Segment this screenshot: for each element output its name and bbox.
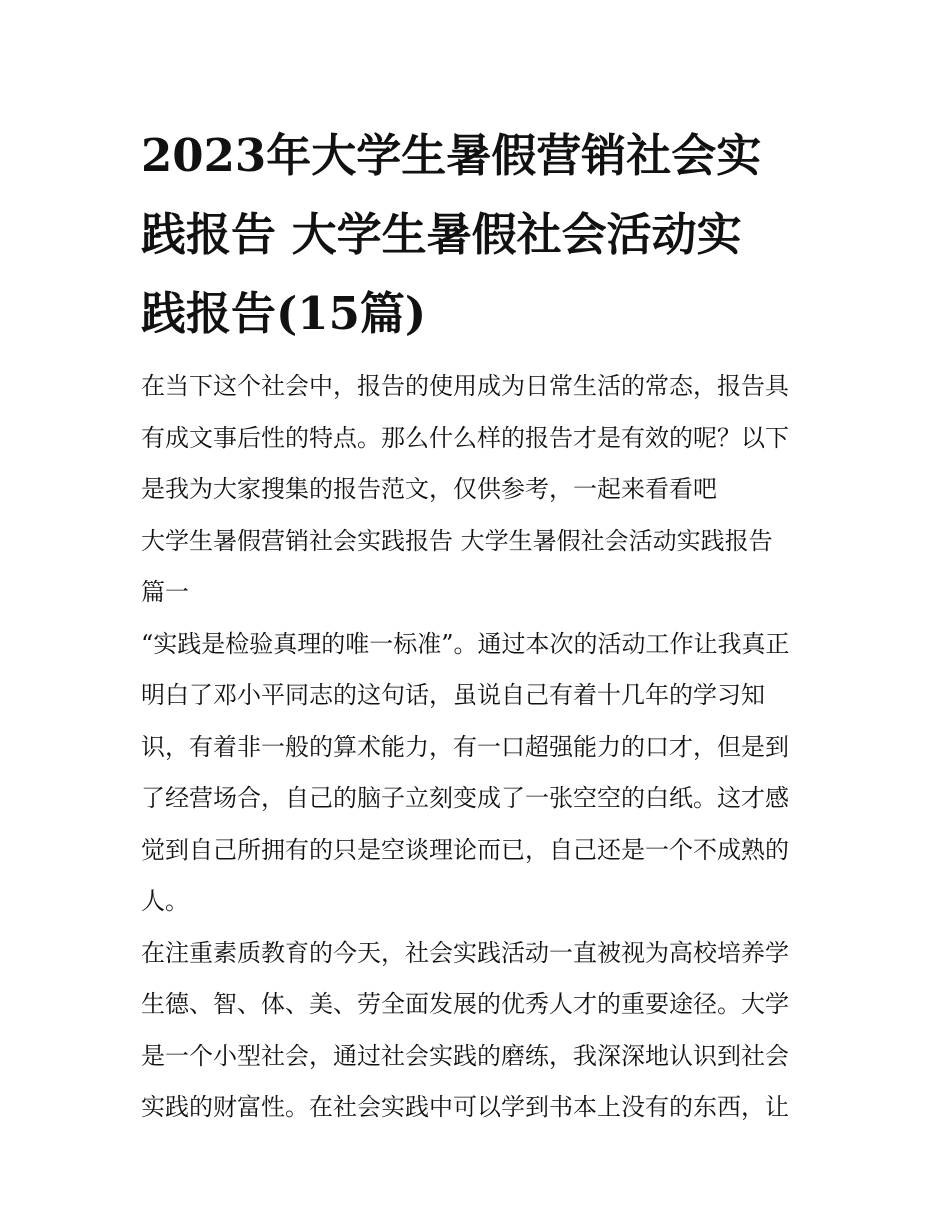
- text-line: 有成文事后性的特点。那么什么样的报告才是有效的呢？以下: [141, 423, 789, 452]
- document-title: [141, 116, 813, 353]
- text-line: 在注重素质教育的今天，社会实践活动一直被视为高校培养学: [141, 938, 789, 967]
- text-line: 是一个小型社会，通过社会实践的磨练，我深深地认识到社会: [141, 1041, 789, 1070]
- title-line-3: 践报告(15篇): [141, 287, 427, 340]
- text-line: 人。: [141, 887, 189, 915]
- text-line: 实践的财富性。在社会实践中可以学到书本上没有的东西，让: [141, 1093, 789, 1121]
- text-line: 生德、智、体、美、劳全面发展的优秀人才的重要途径。大学: [141, 990, 789, 1018]
- title-line-1: 2023年大学生暑假营销社会实: [141, 129, 762, 182]
- text-line: 篇一: [141, 578, 189, 606]
- section-heading: [141, 516, 813, 619]
- intro-paragraph: [141, 361, 813, 516]
- text-line: 明白了邓小平同志的这句话，虽说自己有着十几年的学习知: [141, 681, 765, 709]
- text-line: 识，有着非一般的算术能力，有一口超强能力的口才，但是到: [141, 732, 789, 761]
- body-paragraph-1: [141, 619, 813, 928]
- document-page: [141, 116, 813, 1134]
- text-line: “实践是检验真理的唯一标准”。通过本次的活动工作让我真正: [141, 629, 790, 658]
- body-paragraph-2: [141, 928, 813, 1134]
- document-body: [141, 361, 813, 1134]
- text-line: 在当下这个社会中，报告的使用成为日常生活的常态，报告具: [141, 372, 789, 400]
- title-line-2: 践报告 大学生暑假社会活动实: [141, 208, 742, 261]
- text-line: 觉到自己所拥有的只是空谈理论而已，自己还是一个不成熟的: [141, 835, 789, 864]
- text-line: 了经营场合，自己的脑子立刻变成了一张空空的白纸。这才感: [141, 784, 789, 812]
- text-line: 是我为大家搜集的报告范文，仅供参考，一起来看看吧: [141, 475, 717, 503]
- text-line: 大学生暑假营销社会实践报告 大学生暑假社会活动实践报告: [141, 526, 773, 555]
